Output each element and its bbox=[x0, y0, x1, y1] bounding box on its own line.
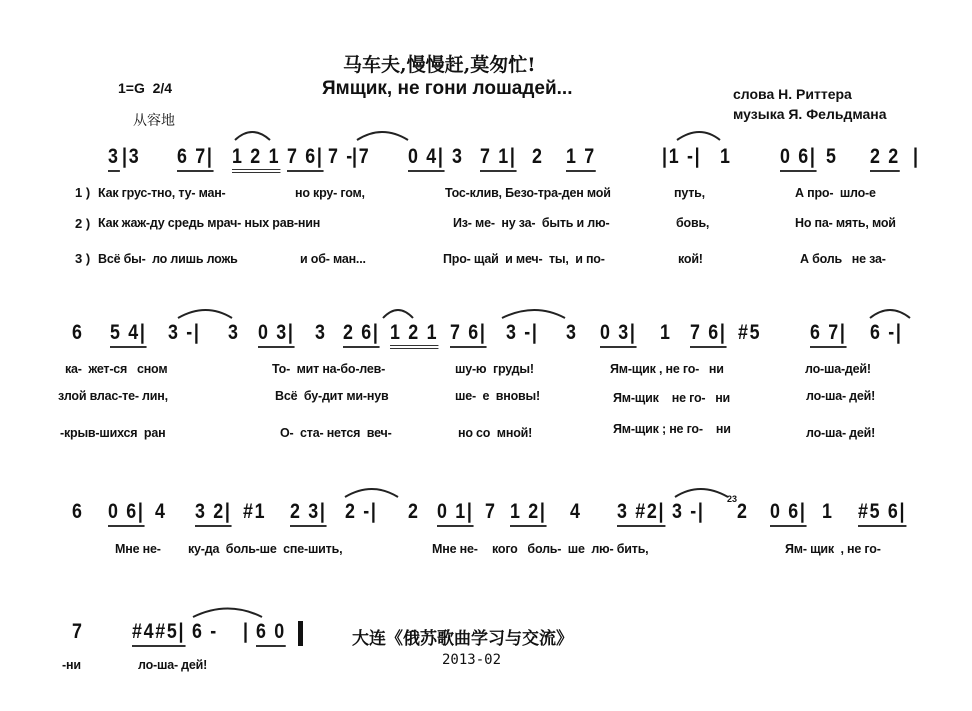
title-russian: Ямщик, не гони лошадей... bbox=[322, 78, 573, 99]
lyric: То- мит на-бо-лев- bbox=[272, 362, 386, 376]
note: 0 6| bbox=[108, 500, 145, 527]
grace-notes: 23 bbox=[727, 494, 738, 504]
lyric: ка- жет-ся сном bbox=[65, 362, 168, 376]
lyric: Ям-щик , не го- ни bbox=[610, 362, 724, 376]
lyric: бовь, bbox=[676, 216, 710, 230]
note: 6 - bbox=[192, 620, 218, 643]
lyric: Всё бу-дит ми-нув bbox=[275, 389, 389, 403]
note: 3 bbox=[315, 321, 327, 344]
lyric: Из- ме- ну за- быть и лю- bbox=[453, 216, 610, 230]
verse-number: 2 ) bbox=[75, 216, 91, 231]
note: 2 -| bbox=[345, 500, 378, 523]
note: 5 4| bbox=[110, 321, 147, 348]
date: 2013-02 bbox=[442, 652, 502, 668]
note: 1 2| bbox=[510, 500, 547, 527]
note: 5 bbox=[826, 145, 838, 168]
lyric: Ям-щик ; не го- ни bbox=[613, 422, 731, 436]
note: 3 -| bbox=[168, 321, 201, 344]
note: #1 bbox=[243, 500, 267, 523]
note: 2 bbox=[408, 500, 420, 523]
note: 2 3| bbox=[290, 500, 327, 527]
barline: | bbox=[243, 620, 250, 643]
note: 3 bbox=[228, 321, 240, 344]
lyric: путь, bbox=[674, 186, 705, 200]
note: 7 1| bbox=[480, 145, 517, 172]
note: 6 bbox=[72, 321, 84, 344]
lyric: Про- щай и меч- ты, и по- bbox=[443, 252, 605, 266]
lyric: Всё бы- ло лишь ложь bbox=[98, 252, 238, 266]
note: 7 6| bbox=[450, 321, 487, 348]
note: 6 7| bbox=[810, 321, 847, 348]
note: 4 bbox=[570, 500, 582, 523]
lyric: кой! bbox=[678, 252, 703, 266]
lyric: Как жаж-ду средь мрач- ных рав-нин bbox=[98, 216, 321, 230]
note: 4 bbox=[155, 500, 167, 523]
lyric: ло-ша- дей! bbox=[806, 389, 876, 403]
lyric: Но па- мять, мой bbox=[795, 216, 896, 230]
lyric: шу-ю груды! bbox=[455, 362, 534, 376]
note: 3 bbox=[452, 145, 464, 168]
lyric: и об- ман... bbox=[300, 252, 366, 266]
note: 0 4| bbox=[408, 145, 445, 172]
note: 1 7 bbox=[566, 145, 596, 172]
note: 7 bbox=[485, 500, 497, 523]
lyric: Тос-клив, Безо-тра-ден мой bbox=[445, 186, 611, 200]
note: 7 bbox=[72, 620, 84, 643]
note: 2 bbox=[532, 145, 544, 168]
note: #4#5| bbox=[132, 620, 185, 647]
note: 0 3| bbox=[258, 321, 295, 348]
lyric: Ям-щик не го- ни bbox=[613, 391, 731, 405]
lyric: -крыв-шихся ран bbox=[60, 426, 166, 440]
note: 1 bbox=[720, 145, 732, 168]
note: 3 -| bbox=[506, 321, 539, 344]
lyric: ку-да боль-ше спе-шить, bbox=[188, 542, 343, 556]
note: 1 bbox=[660, 321, 672, 344]
note: 7 6| bbox=[690, 321, 727, 348]
title-chinese: 马车夫,慢慢赶,莫匆忙! bbox=[343, 54, 536, 76]
verse-number: 1 ) bbox=[75, 185, 91, 200]
note: |1 -| bbox=[662, 145, 702, 168]
lyric: Ям- щик , не го- bbox=[785, 542, 881, 556]
lyric: но со мной! bbox=[458, 426, 533, 440]
source-credit: 大连《俄苏歌曲学习与交流》 bbox=[352, 629, 573, 649]
note: |7 bbox=[352, 145, 371, 168]
note: 0 6| bbox=[770, 500, 807, 527]
lyric: злой влас-те- лин, bbox=[58, 389, 168, 403]
note: 6 -| bbox=[870, 321, 903, 344]
lyricist: слова Н. Риттера bbox=[733, 86, 852, 102]
note: 3 bbox=[108, 145, 120, 172]
key-signature: 1=G 2/4 bbox=[118, 80, 173, 96]
note: 1 bbox=[822, 500, 834, 523]
note: 2 2 bbox=[870, 145, 900, 172]
note: 6 0 bbox=[256, 620, 286, 647]
note: |3 bbox=[122, 145, 141, 168]
note: 0 1| bbox=[437, 500, 474, 527]
barline: | bbox=[913, 145, 920, 168]
lyric: Как грус-тно, ту- ман- bbox=[98, 186, 226, 200]
note: 3 #2| bbox=[617, 500, 665, 527]
note: 3 2| bbox=[195, 500, 232, 527]
lyric: -ни bbox=[62, 658, 81, 672]
lyric: но кру- гом, bbox=[295, 186, 365, 200]
note: 1 2 1 bbox=[390, 321, 438, 349]
tempo-marking: 从容地 bbox=[133, 113, 175, 129]
note: 7 6| bbox=[287, 145, 324, 172]
lyric: ше- е вновы! bbox=[455, 389, 540, 403]
composer: музыка Я. Фельдмана bbox=[733, 106, 887, 122]
note: 6 bbox=[72, 500, 84, 523]
lyric: ло-ша-дей! bbox=[805, 362, 871, 376]
note: 3 bbox=[566, 321, 578, 344]
note: 7 - bbox=[328, 145, 354, 168]
note: 1 2 1 bbox=[232, 145, 280, 173]
verse-number: 3 ) bbox=[75, 251, 91, 266]
note: 3 -| bbox=[672, 500, 705, 523]
lyric: ло-ша- дей! bbox=[806, 426, 876, 440]
note: 6 7| bbox=[177, 145, 214, 172]
lyric: Мне не- bbox=[432, 542, 478, 556]
note: 2 6| bbox=[343, 321, 380, 348]
note: #5 bbox=[738, 321, 762, 344]
note: 0 3| bbox=[600, 321, 637, 348]
lyric: О- ста- нется веч- bbox=[280, 426, 392, 440]
note: 2 bbox=[737, 500, 749, 523]
note: #5 6| bbox=[858, 500, 906, 527]
lyric: А про- шло-е bbox=[795, 186, 876, 200]
lyric: ло-ша- дей! bbox=[138, 658, 208, 672]
final-barline bbox=[298, 621, 303, 646]
lyric: Мне не- bbox=[115, 542, 161, 556]
lyric: А боль не за- bbox=[800, 252, 886, 266]
lyric: кого боль- ше лю- бить, bbox=[492, 542, 649, 556]
note: 0 6| bbox=[780, 145, 817, 172]
